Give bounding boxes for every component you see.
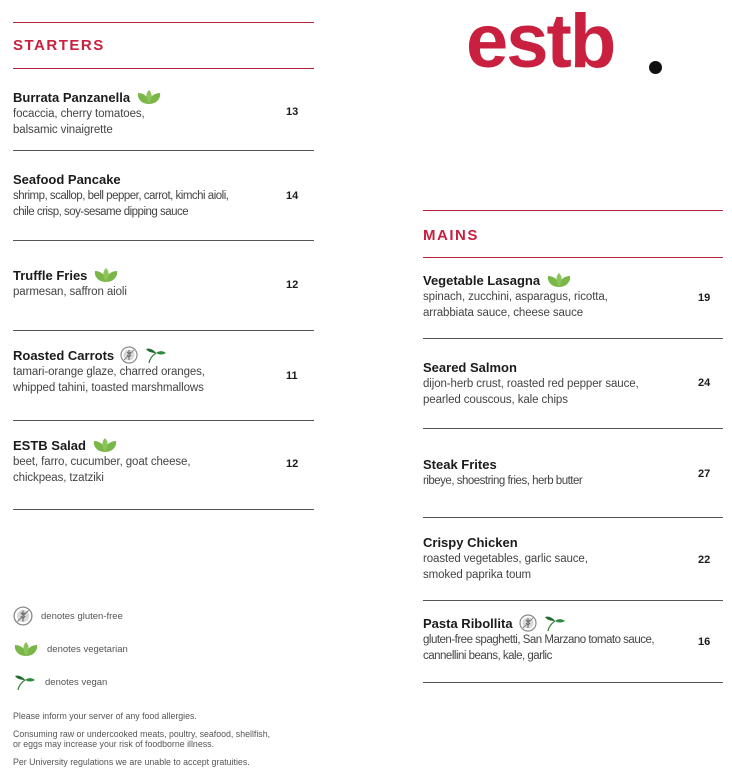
gluten-free-icon bbox=[13, 606, 33, 626]
vegetarian-icon bbox=[93, 267, 119, 283]
gluten-free-icon bbox=[519, 614, 537, 632]
item-description-line2: chile crisp, soy-sesame dipping sauce bbox=[13, 206, 189, 218]
item-price: 14 bbox=[286, 190, 299, 202]
vegan-icon bbox=[144, 346, 168, 364]
menu-item-steak-frites bbox=[423, 455, 703, 489]
raw-food-note-line1: Consuming raw or undercooked meats, poultry, seafood, shellfish, bbox=[13, 729, 271, 739]
starters-title: STARTERS bbox=[13, 37, 105, 54]
item-divider bbox=[13, 330, 314, 331]
mains-bottom-rule bbox=[423, 257, 723, 258]
item-price: 24 bbox=[698, 377, 711, 389]
menu-item-estb-salad bbox=[13, 436, 293, 486]
item-name: Crispy Chicken bbox=[423, 534, 518, 550]
item-description-line1: parmesan, saffron aioli bbox=[13, 286, 127, 298]
item-description-line1: shrimp, scallop, bell pepper, carrot, kimchi aioli, bbox=[13, 190, 229, 202]
item-description-line2: whipped tahini, toasted marshmallows bbox=[13, 382, 204, 394]
legend-vegetarian bbox=[13, 641, 128, 657]
item-name: Steak Frites bbox=[423, 456, 497, 472]
item-name: ESTB Salad bbox=[13, 437, 86, 453]
gluten-free-icon bbox=[120, 346, 138, 364]
item-divider bbox=[423, 338, 723, 339]
item-name: Vegetable Lasagna bbox=[423, 272, 541, 288]
menu-item-pasta-ribollita bbox=[423, 614, 713, 664]
item-description-line2: balsamic vinaigrette bbox=[13, 124, 113, 136]
vegetarian-icon bbox=[136, 89, 162, 105]
item-name: Seafood Pancake bbox=[13, 171, 121, 187]
item-divider bbox=[13, 420, 314, 421]
menu-item-roasted-carrots bbox=[13, 346, 293, 396]
item-description-line2: cannellini beans, kale, garlic bbox=[423, 650, 552, 662]
estb-logo: estb bbox=[466, 0, 615, 84]
raw-food-note-line2: or eggs may increase your risk of foodborne illness. bbox=[13, 739, 214, 749]
legend-gluten-free bbox=[13, 606, 123, 626]
item-name: Burrata Panzanella bbox=[13, 89, 131, 105]
item-name: Truffle Fries bbox=[13, 267, 88, 283]
item-divider bbox=[13, 509, 314, 510]
item-description-line1: spinach, zucchini, asparagus, ricotta, bbox=[423, 291, 608, 303]
starters-top-rule bbox=[13, 22, 314, 23]
vegan-icon bbox=[13, 672, 37, 692]
item-description-line1: roasted vegetables, garlic sauce, bbox=[423, 553, 588, 565]
item-divider bbox=[423, 682, 723, 683]
item-price: 22 bbox=[698, 554, 711, 566]
item-description-line1: gluten-free spaghetti, San Marzano tomato sauce, bbox=[423, 634, 655, 646]
menu-item-truffle-fries bbox=[13, 266, 293, 300]
item-description-line1: tamari-orange glaze, charred oranges, bbox=[13, 366, 205, 378]
gratuity-note: Per University regulations we are unable to accept gratuities. bbox=[13, 757, 250, 767]
item-description-line1: focaccia, cherry tomatoes, bbox=[13, 108, 145, 120]
legend-vegan bbox=[13, 672, 107, 692]
item-name: Seared Salmon bbox=[423, 359, 517, 375]
item-price: 12 bbox=[286, 458, 299, 470]
legend-gluten-free-label: denotes gluten-free bbox=[41, 610, 123, 622]
item-name: Pasta Ribollita bbox=[423, 615, 513, 631]
vegetarian-icon bbox=[546, 272, 572, 288]
logo-dot bbox=[649, 61, 662, 74]
vegetarian-icon bbox=[13, 641, 39, 657]
item-description-line1: beet, farro, cucumber, goat cheese, bbox=[13, 456, 191, 468]
item-price: 11 bbox=[286, 370, 298, 382]
item-description-line1: dijon-herb crust, roasted red pepper sauce, bbox=[423, 378, 639, 390]
item-price: 13 bbox=[286, 106, 299, 118]
item-price: 16 bbox=[698, 636, 711, 648]
legend-vegetarian-label: denotes vegetarian bbox=[47, 643, 128, 655]
item-description-line2: smoked paprika toum bbox=[423, 569, 532, 581]
menu-item-seared-salmon bbox=[423, 358, 703, 408]
vegetarian-icon bbox=[92, 437, 118, 453]
starters-bottom-rule bbox=[13, 68, 314, 69]
item-description-line2: arrabbiata sauce, cheese sauce bbox=[423, 307, 584, 319]
item-price: 27 bbox=[698, 468, 711, 480]
mains-top-rule bbox=[423, 210, 723, 211]
item-divider bbox=[423, 428, 723, 429]
vegan-icon bbox=[543, 614, 567, 632]
item-description-line1: ribeye, shoestring fries, herb butter bbox=[423, 475, 583, 487]
item-price: 19 bbox=[698, 292, 711, 304]
menu-item-vegetable-lasagna bbox=[423, 271, 703, 321]
allergy-note: Please inform your server of any food allergies. bbox=[13, 711, 197, 721]
item-divider bbox=[423, 517, 723, 518]
item-price: 12 bbox=[286, 279, 299, 291]
item-description-line2: chickpeas, tzatziki bbox=[13, 472, 104, 484]
item-name: Roasted Carrots bbox=[13, 347, 115, 363]
legend-vegan-label: denotes vegan bbox=[45, 676, 108, 688]
menu-item-burrata-panzanella bbox=[13, 88, 293, 138]
item-divider bbox=[423, 600, 723, 601]
item-description-line2: pearled couscous, kale chips bbox=[423, 394, 568, 406]
item-divider bbox=[13, 150, 314, 151]
mains-title: MAINS bbox=[423, 227, 479, 244]
menu-item-seafood-pancake bbox=[13, 170, 293, 220]
menu-item-crispy-chicken bbox=[423, 533, 703, 583]
item-divider bbox=[13, 240, 314, 241]
